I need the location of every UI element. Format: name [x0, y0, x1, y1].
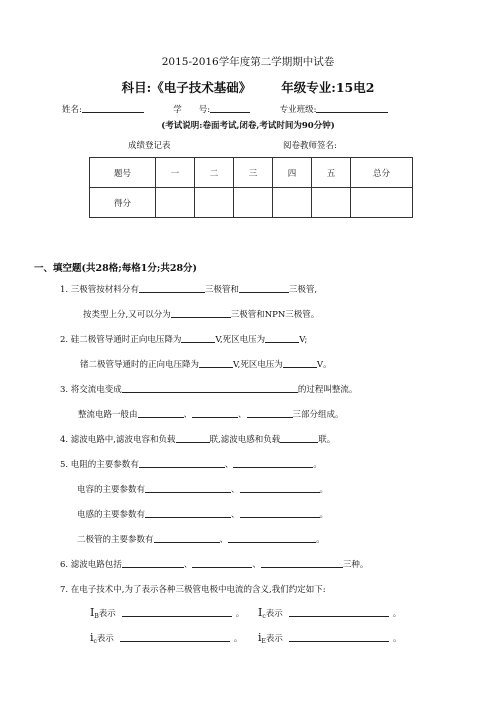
q2a-text-1: 2. 硅二极管导通时正向电压降为	[60, 335, 182, 345]
q5a-blank-2	[233, 458, 313, 468]
q5b-text-2: 、	[231, 485, 240, 495]
q4-text-3: 联。	[318, 435, 336, 445]
name-label: 姓名:	[62, 105, 82, 115]
q2a-blank-2	[265, 333, 299, 343]
q7-ic-upper-label: 表示	[265, 609, 283, 619]
score-cell-5[interactable]	[312, 188, 351, 218]
score-cell-1[interactable]	[156, 188, 195, 218]
q2b-text-3: V。	[316, 360, 332, 370]
q5b-blank-1	[145, 483, 231, 493]
class-blank	[316, 103, 388, 113]
q7-ib-subscript: B	[94, 613, 99, 620]
q6-blank-2	[192, 558, 252, 568]
q4-blank-2	[280, 433, 318, 443]
subject-name: 科目:《电子技术基础》	[121, 80, 252, 95]
score-cell-total[interactable]	[351, 188, 413, 218]
q5b-text-1: 电容的主要参数有	[77, 485, 146, 495]
score-cell-2[interactable]	[195, 188, 234, 218]
student-info-row	[62, 103, 388, 115]
q7-ib-end: 。	[235, 609, 245, 619]
question-1-line-1	[60, 283, 317, 295]
q7-ib-blank	[122, 607, 232, 617]
subject-line	[0, 78, 496, 96]
student-id-label: 学 号:	[173, 105, 211, 115]
q2b-blank-2	[283, 358, 317, 368]
score-table	[89, 157, 413, 218]
q4-text-2: 联,滤波电感和负载	[209, 435, 281, 445]
header-cell-total: 总分	[351, 158, 413, 188]
q5d-text-1: 二极管的主要参数有	[77, 535, 154, 545]
q6-blank-3	[261, 558, 343, 568]
q1b-text-2: 三极管和NPN三极管。	[230, 310, 320, 320]
q7-item-ic-lower	[90, 631, 242, 645]
q5a-text-3: 。	[313, 460, 322, 470]
q6-text-4: 三种。	[342, 560, 369, 570]
question-2-line-1	[60, 333, 307, 345]
exam-title: 2015-2016学年度第二学期期中试卷	[161, 56, 335, 68]
q1a-text-2: 三极管和	[204, 285, 239, 295]
q2a-text-2: V,死区电压为	[215, 335, 266, 345]
q5c-blank-2	[240, 508, 320, 518]
q7-ie-end: 。	[392, 634, 402, 644]
q7-ic-upper-end: 。	[392, 609, 402, 619]
q6-text-2: 、	[183, 560, 193, 570]
score-table-score-row	[90, 188, 413, 218]
q1a-text-3: 三极管,	[288, 285, 318, 295]
question-2-line-2	[80, 358, 332, 370]
question-4	[60, 433, 335, 445]
question-7: 7. 在电子技术中,为了表示各种三极管电极中电流的含义,我们约定如下:	[60, 585, 326, 595]
student-id-blank	[210, 103, 250, 113]
question-5-line-4	[77, 533, 325, 545]
q5c-text-2: 、	[231, 510, 240, 520]
q5b-blank-2	[240, 483, 320, 493]
q3b-text-4: 三部分组成。	[292, 410, 344, 420]
grade-major: 年级专业:15电2	[281, 80, 375, 95]
q2a-blank-1	[181, 333, 215, 343]
q7-ic-upper-subscript: c	[262, 613, 266, 620]
header-cell-2: 二	[195, 158, 234, 188]
q6-blank-1	[122, 558, 184, 568]
q5c-text-3: 。	[319, 510, 329, 520]
q2b-text-1: 锗二极管导通时的正向电压降为	[80, 360, 200, 370]
exam-note: (考试说明:卷面考试,闭卷,考试时间为90分钟)	[161, 121, 335, 131]
q7-ib-label: 表示	[98, 609, 116, 619]
q3a-text-2: 的过程叫整流。	[297, 385, 358, 395]
question-1-line-2	[83, 308, 319, 320]
question-6	[60, 558, 368, 570]
score-table-header-row	[90, 158, 413, 188]
q7-item-ie	[258, 631, 401, 645]
q7-ic-upper-blank	[289, 607, 389, 617]
q2a-text-3: V;	[299, 335, 308, 345]
q5d-text-3: 。	[316, 535, 325, 545]
score-cell-4[interactable]	[273, 188, 312, 218]
q3b-text-2: 、	[183, 410, 193, 420]
q6-text-3: 、	[252, 560, 261, 570]
q5a-text-1: 5. 电阻的主要参数有	[60, 460, 139, 470]
q5c-blank-1	[145, 508, 231, 518]
header-cell-1: 一	[156, 158, 195, 188]
q7-ic-lower-subscript: c	[93, 638, 97, 645]
q3b-blank-1	[138, 408, 184, 418]
score-register-label: 成绩登记表	[128, 141, 171, 151]
header-cell-4: 四	[273, 158, 312, 188]
q7-ic-upper-symbol: I	[258, 606, 263, 619]
q7-ie-symbol: i	[258, 631, 262, 644]
q3b-text-1: 整流电路一般由	[78, 410, 138, 420]
q1a-blank-2	[239, 283, 289, 293]
q7-ie-subscript: E	[261, 638, 266, 645]
q3a-blank-1	[122, 383, 298, 393]
q3b-blank-2	[192, 408, 238, 418]
q4-blank-1	[176, 433, 210, 443]
question-5-line-3	[77, 508, 328, 520]
q3a-text-1: 3. 将交流电变成	[60, 385, 122, 395]
q1a-text-1: 1. 三极管按材料分有	[60, 285, 139, 295]
q3b-blank-3	[247, 408, 293, 418]
question-3-line-2	[78, 408, 344, 420]
q5a-text-2: 、	[224, 460, 234, 470]
q5c-text-1: 电感的主要参数有	[77, 510, 146, 520]
q5a-blank-1	[139, 458, 225, 468]
q3b-text-3: 、	[238, 410, 247, 420]
q5d-blank-1	[154, 533, 220, 543]
q2b-text-2: V,死区电压为	[233, 360, 283, 370]
q7-ic-lower-label: 表示	[96, 634, 114, 644]
q7-ie-blank	[289, 632, 389, 642]
q7-ie-label: 表示	[265, 634, 283, 644]
q7-item-ib	[90, 606, 244, 620]
q7-ic-lower-blank	[120, 632, 230, 642]
question-3-line-1	[60, 383, 357, 395]
section1-heading: 一、填空题(共28格;每格1分;共28分)	[34, 263, 198, 274]
q5d-text-2: 、	[219, 535, 229, 545]
header-cell-5: 五	[312, 158, 351, 188]
q6-text-1: 6. 滤波电路包括	[60, 560, 122, 570]
q5b-text-3: 。	[319, 485, 329, 495]
q2b-blank-1	[199, 358, 233, 368]
score-row-label: 得分	[90, 188, 156, 218]
q7-ib-symbol: I	[90, 606, 95, 619]
q7-item-ic-upper	[258, 606, 401, 620]
q1b-text-1: 按类型上分,又可以分为	[83, 310, 171, 320]
reviewer-signature-label: 阅卷教师签名:	[283, 141, 337, 151]
q7-ic-lower-symbol: i	[90, 631, 94, 644]
q7-ic-lower-end: 。	[233, 634, 243, 644]
q1b-blank-1	[171, 308, 231, 318]
q5d-blank-2	[228, 533, 316, 543]
q1a-blank-1	[139, 283, 205, 293]
question-5-line-2	[77, 483, 328, 495]
class-label: 专业班级:	[279, 105, 317, 115]
score-cell-3[interactable]	[234, 188, 273, 218]
q4-text-1: 4. 滤波电路中,滤波电容和负载	[60, 435, 176, 445]
header-cell-3: 三	[234, 158, 273, 188]
header-cell-question-no: 题号	[90, 158, 156, 188]
question-5-line-1	[60, 458, 322, 470]
name-blank	[82, 103, 144, 113]
